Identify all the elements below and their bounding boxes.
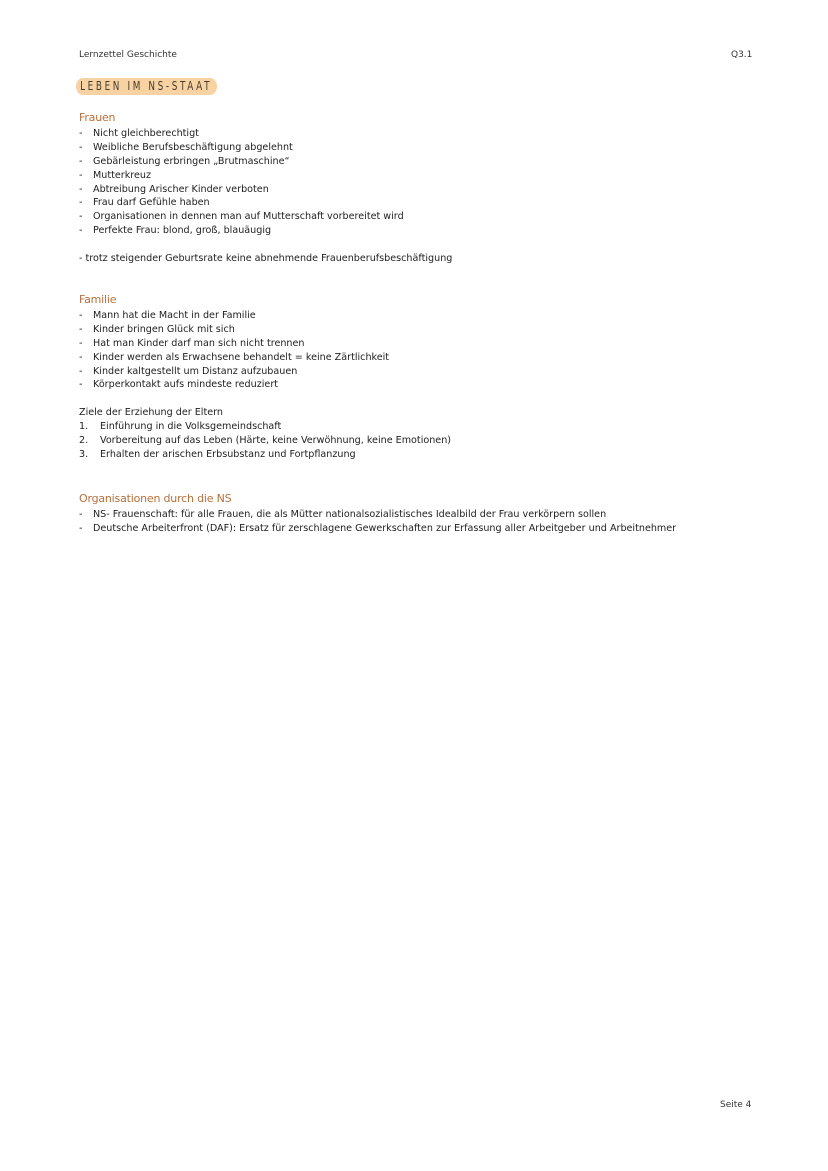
- list-item: - Gebärleistung erbringen „Brutmaschine“: [79, 155, 290, 167]
- list-item: - Kinder kaltgestellt um Distanz aufzubauen: [79, 365, 298, 377]
- section-heading-frauen: Frauen: [79, 111, 116, 124]
- section-heading-organisationen: Organisationen durch die NS: [79, 492, 232, 505]
- list-item: - Kinder werden als Erwachsene behandelt = keine Zärtlichkeit: [79, 351, 390, 363]
- dash-bullet: -: [79, 141, 83, 153]
- goals-title: Ziele der Erziehung der Eltern: [79, 407, 223, 418]
- list-item: - Perfekte Frau: blond, groß, blauäugig: [79, 225, 272, 237]
- list-item: - Körperkontakt aufs mindeste reduziert: [79, 379, 279, 391]
- frauen-note: - trotz steigender Geburtsrate keine abnehmende Frauenberufsbeschäftigung: [79, 253, 453, 264]
- dash-bullet: -: [79, 365, 83, 377]
- page-header-right: Q3.1: [731, 50, 753, 60]
- dash-bullet: -: [79, 379, 83, 391]
- page-title: LEBEN IM NS-STAAT: [76, 78, 217, 95]
- page-header-left: Lernzettel Geschichte: [79, 50, 177, 60]
- list-item: - Deutsche Arbeiterfront (DAF): Ersatz für zerschlagene Gewerkschaften zur Erfassung aller Arbeitgeber und Arbeitnehmer: [79, 522, 677, 534]
- dash-bullet: -: [79, 522, 83, 534]
- list-item: - Frau darf Gefühle haben: [79, 197, 210, 209]
- organisationen-list: [79, 508, 676, 536]
- list-item: - Organisationen in dennen man auf Mutterschaft vorbereitet wird: [79, 211, 404, 223]
- dash-bullet: -: [79, 323, 83, 335]
- dash-bullet: -: [79, 155, 83, 167]
- frauen-list: [79, 127, 404, 238]
- dash-bullet: -: [79, 337, 83, 349]
- goals-list: [79, 420, 451, 462]
- list-item: - Mann hat die Macht in der Familie: [79, 310, 256, 321]
- page-number: Seite 4: [720, 1100, 752, 1110]
- list-item: - Nicht gleichberechtigt: [79, 128, 199, 139]
- list-item: - Hat man Kinder darf man sich nicht trennen: [79, 337, 305, 349]
- dash-bullet: -: [79, 183, 83, 195]
- list-item: 1. Einführung in die Volksgemeindschaft: [79, 421, 282, 432]
- dash-bullet: -: [79, 211, 83, 223]
- list-item: - Abtreibung Arischer Kinder verboten: [79, 183, 269, 195]
- list-item: - Kinder bringen Glück mit sich: [79, 323, 235, 335]
- list-item: 2. Vorbereitung auf das Leben (Härte, keine Verwöhnung, keine Emotionen): [79, 434, 452, 446]
- dash-bullet: -: [79, 197, 83, 209]
- dash-bullet: -: [79, 509, 83, 520]
- list-item: - NS- Frauenschaft: für alle Frauen, die als Mütter nationalsozialistisches Idealbild der Frau verkörpern sollen: [79, 509, 607, 520]
- list-item: - Mutterkreuz: [79, 169, 152, 181]
- dash-bullet: -: [79, 225, 83, 237]
- dash-bullet: -: [79, 310, 83, 321]
- dash-bullet: -: [79, 351, 83, 363]
- section-heading-familie: Familie: [79, 293, 117, 306]
- dash-bullet: -: [79, 128, 83, 139]
- list-item: 3. Erhalten der arischen Erbsubstanz und Fortpflanzung: [79, 448, 356, 460]
- familie-list: [79, 309, 389, 392]
- dash-bullet: -: [79, 169, 83, 181]
- list-item: - Weibliche Berufsbeschäftigung abgelehnt: [79, 141, 293, 153]
